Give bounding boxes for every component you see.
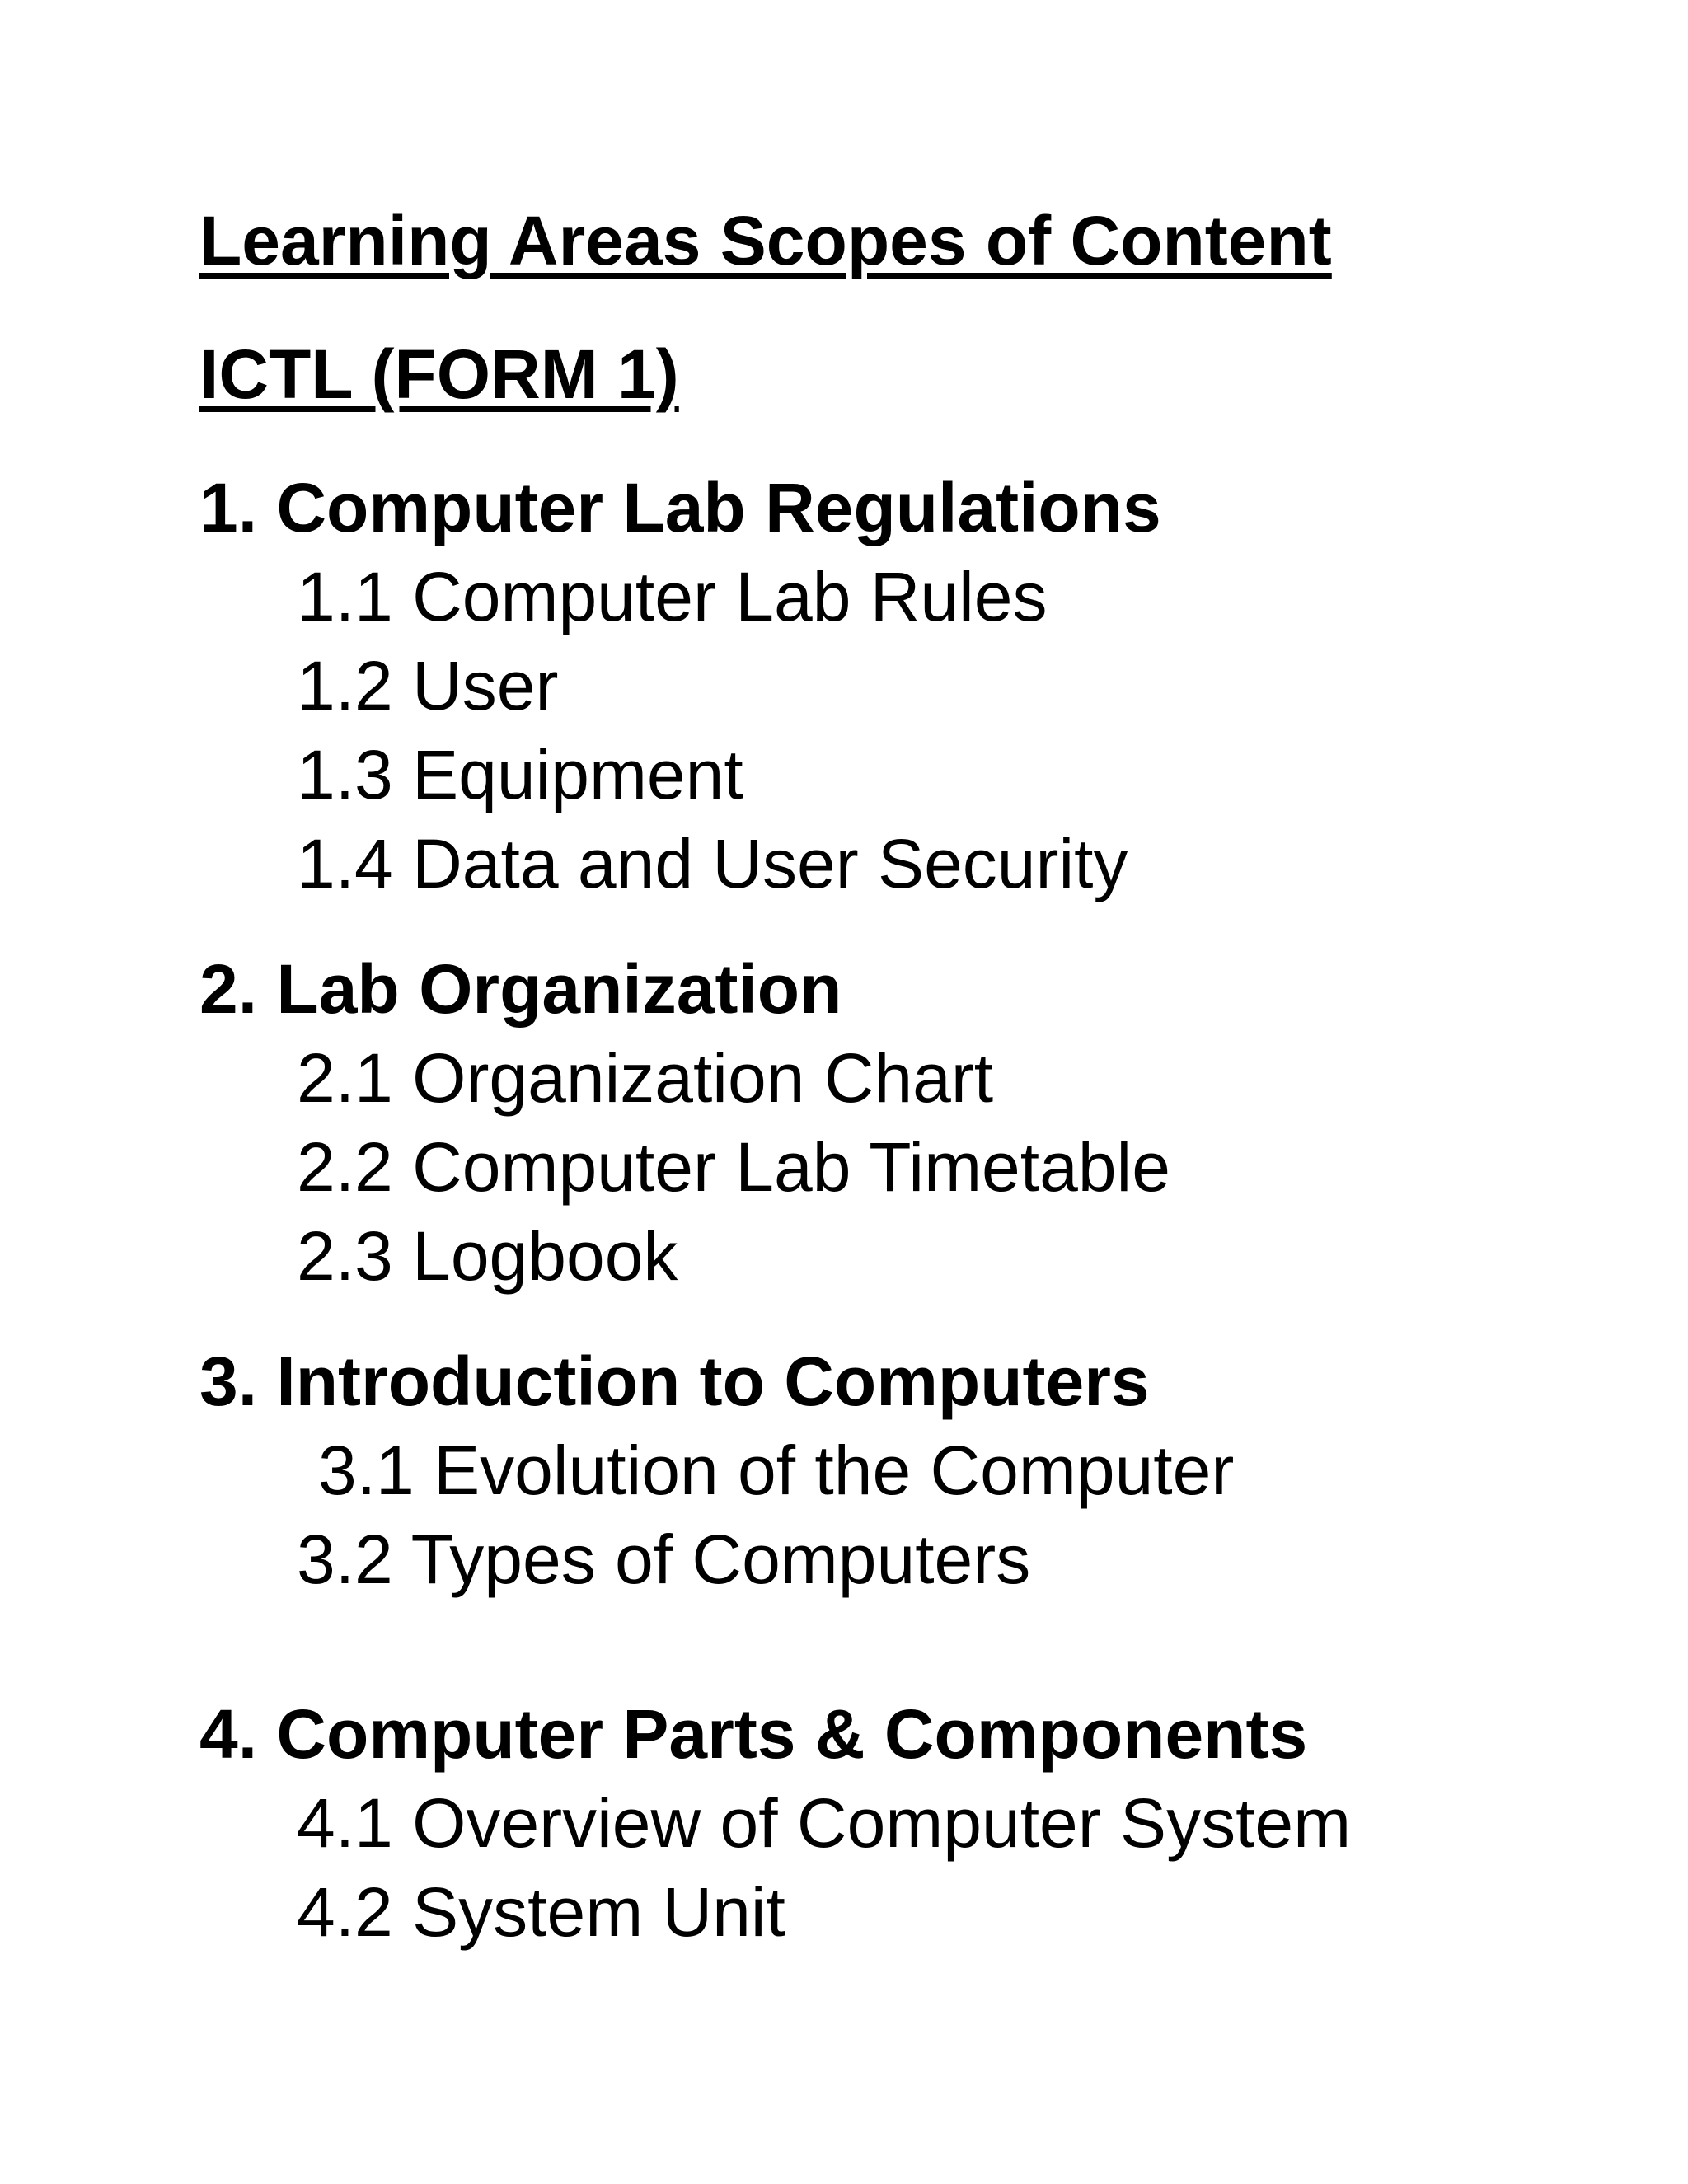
section-item: 1.1 Computer Lab Rules bbox=[297, 558, 1048, 635]
section-item: 2.3 Logbook bbox=[297, 1217, 678, 1295]
section-item: 1.2 User bbox=[297, 647, 559, 724]
section-item: 3.2 Types of Computers bbox=[297, 1521, 1031, 1598]
section-item: 1.3 Equipment bbox=[297, 736, 743, 813]
section-item: 2.2 Computer Lab Timetable bbox=[297, 1128, 1170, 1206]
document-title: Learning Areas Scopes of Content bbox=[199, 202, 1332, 279]
section-heading: 4. Computer Parts & Components bbox=[199, 1695, 1308, 1773]
document-subtitle: ICTL (FORM 1) bbox=[199, 335, 679, 413]
section-item: 1.4 Data and User Security bbox=[297, 825, 1128, 902]
section-item: 3.1 Evolution of the Computer bbox=[318, 1432, 1235, 1509]
section-item: 4.1 Overview of Computer System bbox=[297, 1784, 1352, 1862]
section-item: 4.2 System Unit bbox=[297, 1873, 785, 1951]
section-heading: 2. Lab Organization bbox=[199, 950, 842, 1028]
section-heading: 3. Introduction to Computers bbox=[199, 1343, 1150, 1420]
section-heading: 1. Computer Lab Regulations bbox=[199, 469, 1161, 546]
section-item: 2.1 Organization Chart bbox=[297, 1039, 994, 1117]
